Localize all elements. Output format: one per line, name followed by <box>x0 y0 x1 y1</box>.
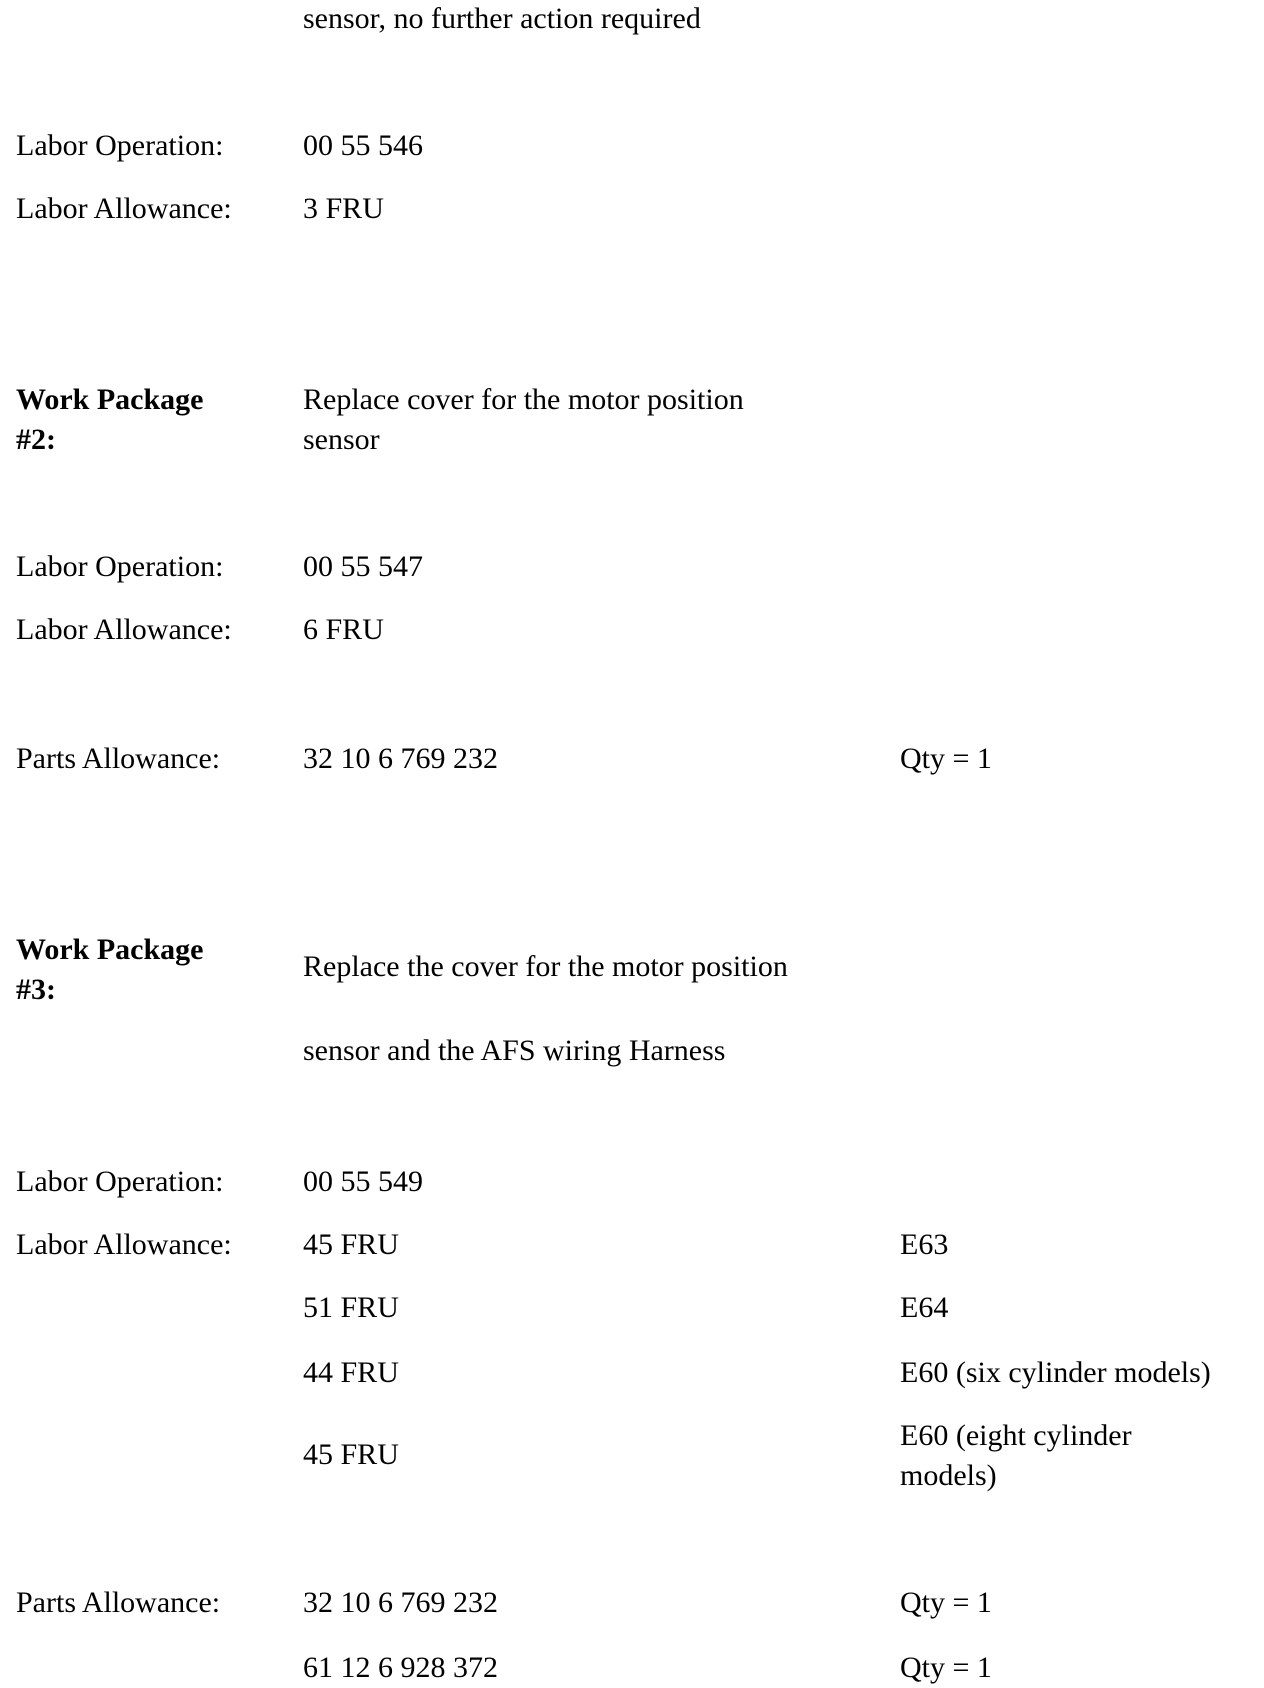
labor-allowance-model: E63 <box>900 1228 949 1261</box>
labor-allowance-value: 45 FRU <box>303 1228 399 1261</box>
labor-allowance-value: 51 FRU <box>303 1291 399 1324</box>
labor-operation-label: Labor Operation: <box>16 550 224 583</box>
labor-allowance-value: 45 FRU <box>303 1438 399 1471</box>
part-quantity: Qty = 1 <box>900 1651 992 1684</box>
work-package-description <box>303 380 744 460</box>
part-number: 32 10 6 769 232 <box>303 1586 498 1619</box>
work-package-title-line2: #3: <box>16 973 56 1006</box>
work-package-description-line1: Replace the cover for the motor position <box>303 950 788 983</box>
labor-allowance-model <box>900 1416 1132 1496</box>
labor-operation-label: Labor Operation: <box>16 129 224 162</box>
work-package-title <box>16 380 204 460</box>
labor-allowance-label: Labor Allowance: <box>16 192 232 225</box>
labor-allowance-model-line1: E60 (eight cylinder <box>900 1419 1132 1452</box>
parts-allowance-label: Parts Allowance: <box>16 742 221 775</box>
labor-allowance-value: 44 FRU <box>303 1356 399 1389</box>
labor-allowance-value: 3 FRU <box>303 192 384 225</box>
work-package-title-line1: Work Package <box>16 383 204 416</box>
labor-operation-value: 00 55 547 <box>303 550 423 583</box>
labor-allowance-model: E60 (six cylinder models) <box>900 1356 1211 1389</box>
parts-allowance-label: Parts Allowance: <box>16 1586 221 1619</box>
labor-allowance-model: E64 <box>900 1291 949 1324</box>
part-number: 32 10 6 769 232 <box>303 742 498 775</box>
labor-allowance-model-line2: models) <box>900 1459 997 1492</box>
work-package-description-line2: sensor <box>303 423 380 456</box>
work-package-description-line2: sensor and the AFS wiring Harness <box>303 1034 726 1067</box>
part-quantity: Qty = 1 <box>900 742 992 775</box>
labor-operation-value: 00 55 549 <box>303 1165 423 1198</box>
intro-line: sensor, no further action required <box>303 2 701 35</box>
labor-operation-label: Labor Operation: <box>16 1165 224 1198</box>
work-package-description-line1: Replace cover for the motor position <box>303 383 744 416</box>
part-quantity: Qty = 1 <box>900 1586 992 1619</box>
labor-allowance-value: 6 FRU <box>303 613 384 646</box>
labor-allowance-label: Labor Allowance: <box>16 1228 232 1261</box>
work-package-title <box>16 930 204 1010</box>
labor-operation-value: 00 55 546 <box>303 129 423 162</box>
labor-allowance-label: Labor Allowance: <box>16 613 232 646</box>
work-package-title-line2: #2: <box>16 423 56 456</box>
part-number: 61 12 6 928 372 <box>303 1651 498 1684</box>
work-package-title-line1: Work Package <box>16 933 204 966</box>
